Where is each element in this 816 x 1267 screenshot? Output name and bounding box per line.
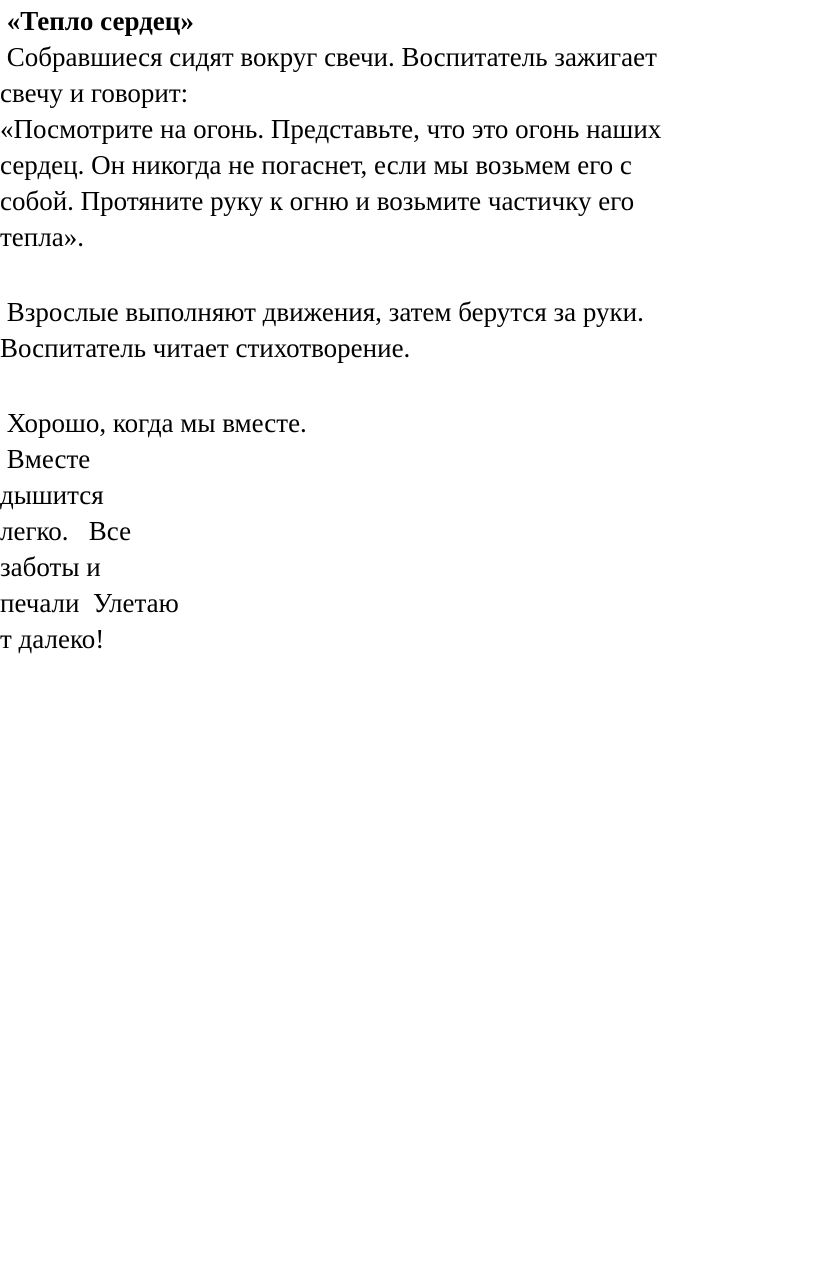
paragraph-line: Взрослые выполняют движения, затем берутся за руки. xyxy=(0,297,644,327)
paragraph-line: свечу и говорит: xyxy=(0,78,189,108)
poem-line: т далеко! xyxy=(0,624,105,654)
poem-line: легко. Все xyxy=(0,516,132,546)
paragraph-line: Собравшиеся сидят вокруг свечи. Воспитатель зажигает xyxy=(0,42,657,72)
paragraph-line: собой. Протяните руку к огню и возьмите частичку его xyxy=(0,186,635,216)
paragraph-line: Воспитатель читает стихотворение. xyxy=(0,333,411,363)
document-title: «Тепло сердец» xyxy=(0,6,194,36)
paragraph-line: «Посмотрите на огонь. Представьте, что это огонь наших xyxy=(0,114,662,144)
poem-line: печали Улетаю xyxy=(0,588,179,618)
poem-line: заботы и xyxy=(0,552,101,582)
poem-line: Хорошо, когда мы вместе. xyxy=(0,408,307,438)
paragraph-line: тепла». xyxy=(0,222,84,252)
poem-line: Вместе xyxy=(0,444,91,474)
poem-line: дышится xyxy=(0,480,104,510)
paragraph-line: сердец. Он никогда не погаснет, если мы возьмем его с xyxy=(0,150,632,180)
